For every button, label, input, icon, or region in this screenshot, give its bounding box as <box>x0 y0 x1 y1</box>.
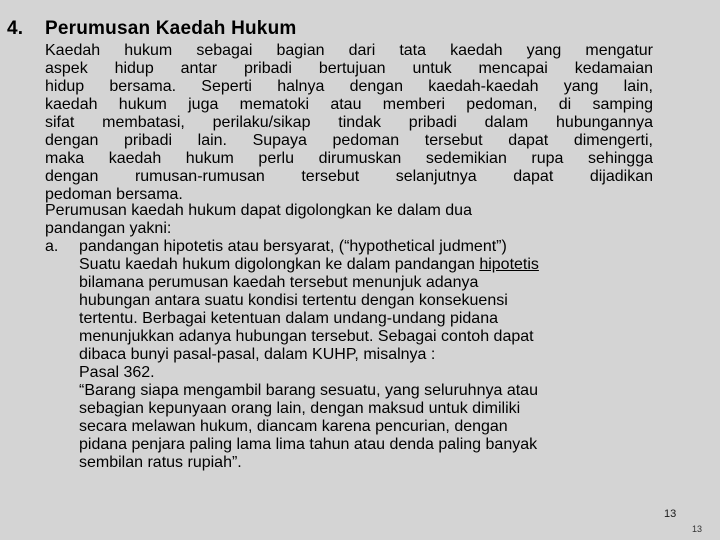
paragraph-line: dengan rumusan-rumusan tersebut selanjutnya dapat dijadikan <box>45 168 653 185</box>
paragraph-line: pedoman bersama. <box>45 186 183 203</box>
page-number: 13 <box>664 508 677 520</box>
paragraph-intro <box>45 42 653 204</box>
paragraph-line: “Barang siapa mengambil barang sesuatu, yang seluruhnya atau <box>79 382 538 399</box>
paragraph-text: Suatu kaedah hukum digolongkan ke dalam pandangan <box>79 256 480 273</box>
paragraph-line: aspek hidup antar pribadi bertujuan untuk mencapai kedamaian <box>45 60 653 77</box>
paragraph-line: Pasal 362. <box>79 364 155 381</box>
paragraph-line: sifat membatasi, perilaku/sikap tindak pribadi dalam hubungannya <box>45 114 653 131</box>
paragraph-classification <box>45 202 653 238</box>
paragraph-line: sebagian kepunyaan orang lain, dengan maksud untuk dimiliki <box>79 400 521 417</box>
paragraph-line: sembilan ratus rupiah”. <box>79 454 242 471</box>
paragraph-line: Kaedah hukum sebagai bagian dari tata kaedah yang mengatur <box>45 42 653 59</box>
paragraph-line: hidup bersama. Seperti halnya dengan kaedah-kaedah yang lain, <box>45 78 653 95</box>
section-number: 4. <box>7 18 24 39</box>
paragraph-line: menunjukkan adanya hubungan tersebut. Sebagai contoh dapat <box>79 328 534 345</box>
list-item-a-body <box>79 256 655 472</box>
paragraph-line: bilamana perumusan kaedah tersebut menunjuk adanya <box>79 274 479 291</box>
list-item-text: pandangan hipotetis atau bersyarat, (“hypothetical judment”) <box>79 238 507 255</box>
paragraph-line <box>79 256 655 274</box>
corner-page-number: 13 <box>692 524 703 534</box>
paragraph-line: tertentu. Berbagai ketentuan dalam undang-undang pidana <box>79 310 498 327</box>
paragraph-line: pidana penjara paling lama lima tahun atau denda paling banyak <box>79 436 538 453</box>
underlined-term: hipotetis <box>479 256 539 273</box>
list-marker: a. <box>45 238 59 255</box>
paragraph-line: pandangan yakni: <box>45 220 172 237</box>
paragraph-line: dibaca bunyi pasal-pasal, dalam KUHP, misalnya : <box>79 346 436 363</box>
paragraph-line: dengan pribadi lain. Supaya pedoman tersebut dapat dimengerti, <box>45 132 653 149</box>
section-title: Perumusan Kaedah Hukum <box>45 18 297 39</box>
list-item-a <box>45 238 507 256</box>
paragraph-line: kaedah hukum juga mematoki atau memberi pedoman, di samping <box>45 96 653 113</box>
paragraph-line: secara melawan hukum, diancam karena pencurian, dengan <box>79 418 508 435</box>
paragraph-line: maka kaedah hukum perlu dirumuskan sedemikian rupa sehingga <box>45 150 653 167</box>
paragraph-line: Perumusan kaedah hukum dapat digolongkan ke dalam dua <box>45 202 472 219</box>
section-heading <box>7 18 296 40</box>
paragraph-line: hubungan antara suatu kondisi tertentu dengan konsekuensi <box>79 292 508 309</box>
